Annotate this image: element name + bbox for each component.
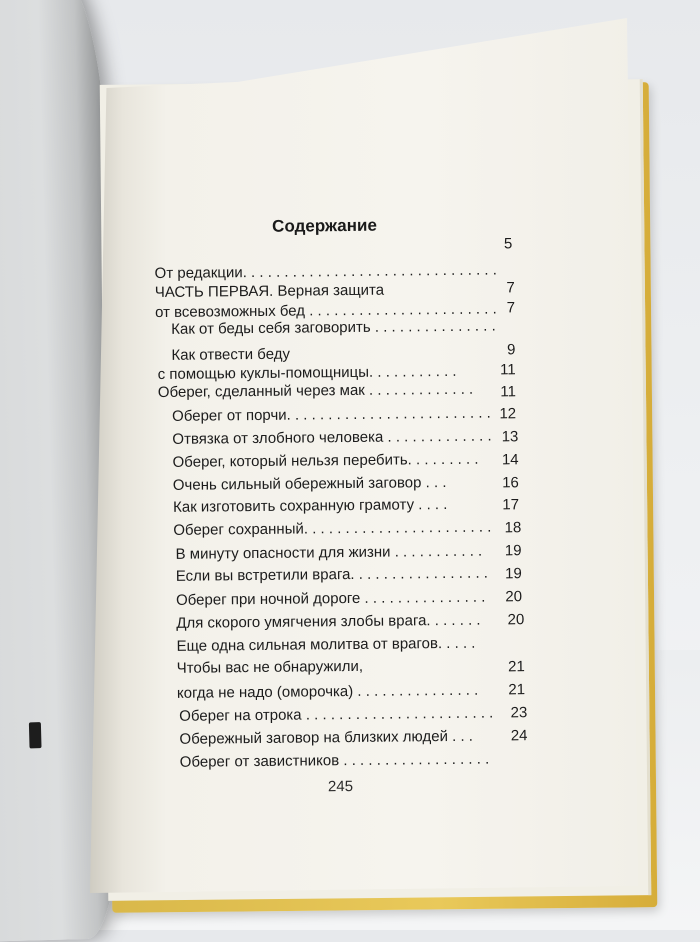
toc-entry-text: От редакции. . . . . . . . . . . . . . . . . . . . . . . . . . . . . . . xyxy=(154,261,497,283)
toc-entry-page: 7 xyxy=(506,299,516,317)
toc-entry-text: Как отвести беду xyxy=(171,345,291,364)
toc-entry-page: 11 xyxy=(500,383,516,401)
toc-entry-text: Обережный заговор на близких людей . . . xyxy=(179,727,474,748)
toc-entry-text: от всевозможных бед . . . . . . . . . . . . . . . . . . . . . . . xyxy=(154,300,497,322)
toc-entry-page: 9 xyxy=(507,341,516,359)
page-number: 245 xyxy=(327,777,354,796)
toc-entry-text: с помощью куклы-помощницы. . . . . . . . . . . xyxy=(157,362,457,384)
toc-entry-page: 20 xyxy=(505,588,523,606)
toc-entry-page: 13 xyxy=(501,428,519,446)
toc-entry-page: 20 xyxy=(507,611,525,629)
toc-entry-text: Оберег сохранный. . . . . . . . . . . . . . . . . . . . . . . xyxy=(173,518,492,539)
toc-entry-text: Как от беды себя заговорить . . . . . . . . . . . . . . . xyxy=(171,317,496,338)
toc-entry-text: Чтобы вас не обнаружили, xyxy=(176,657,364,677)
toc-entry-text: когда не надо (оморочка) . . . . . . . . . . . . . . . xyxy=(176,681,479,702)
toc-entry-text: ЧАСТЬ ПЕРВАЯ. Верная защита xyxy=(154,281,385,302)
toc-entry-text: Еще одна сильная молитва от врагов. . . . . xyxy=(176,634,476,655)
toc-entry-page: 12 xyxy=(499,405,517,423)
toc-entry-text: В минуту опасности для жизни . . . . . . . . . . . xyxy=(175,542,483,563)
toc-entry-page: 17 xyxy=(502,496,520,514)
toc-entry-page: 23 xyxy=(510,704,528,722)
toc-entry-text: Оберег от порчи. . . . . . . . . . . . . . . . . . . . . . . . . xyxy=(172,404,491,425)
toc-entry-page: 24 xyxy=(510,727,528,745)
toc-entry-text: Для скорого умягчения злобы врага. . . . . . . xyxy=(176,611,481,632)
toc-entry-page: 5 xyxy=(503,235,513,253)
page-title: Содержание xyxy=(272,215,377,236)
toc-entry-page: 19 xyxy=(504,542,522,560)
toc-entry-text: Оберег при ночной дороге . . . . . . . . . . . . . . . xyxy=(175,588,486,609)
toc-entry-page: 21 xyxy=(508,681,526,699)
toc-entry-text: Оберег от завистников . . . . . . . . . . . . . . . . . . xyxy=(179,750,490,771)
toc-entry-page: 21 xyxy=(507,658,525,676)
toc-entry-page: 19 xyxy=(505,565,522,583)
toc-entry-text: Оберег, который нельзя перебить. . . . . . . . . xyxy=(172,450,479,471)
toc-entry-text: Оберег, сделанный через мак . . . . . . . . . . . . . xyxy=(157,380,474,402)
toc-entry-page: 7 xyxy=(506,279,515,297)
toc-entry-text: Отвязка от злобного человека . . . . . . . . . . . . . xyxy=(172,427,492,448)
toc-entry-page: 14 xyxy=(501,451,519,469)
toc-entry-text: Как изготовить сохранную грамоту . . . . xyxy=(172,495,448,516)
toc-entry-text: Очень сильный обережный заговор . . . xyxy=(172,473,447,494)
toc-entry-text: Если вы встретили врага. . . . . . . . . . . . . . . . . xyxy=(175,564,488,585)
toc-entry-page: 16 xyxy=(502,474,519,492)
toc-entry-text: Оберег на отрока . . . . . . . . . . . . . . . . . . . . . . . xyxy=(179,704,494,725)
toc-entry-page: 18 xyxy=(504,519,522,537)
toc-entry-page: 11 xyxy=(499,361,516,379)
